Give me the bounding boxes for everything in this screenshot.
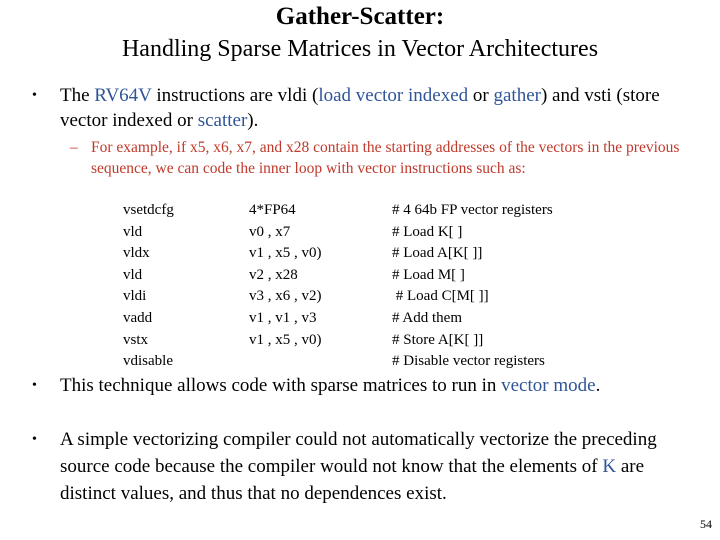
code-comment: # Load C[M[ ]] <box>392 288 489 305</box>
code-args: v0 , x7 <box>249 223 291 240</box>
code-op: vldi <box>123 288 147 305</box>
k-term: K <box>602 456 617 477</box>
load-vector-indexed-term: load vector indexed <box>318 85 469 106</box>
code-op: vld <box>123 223 143 240</box>
sub-bullet-marker: – <box>70 139 78 156</box>
code-op: vld <box>123 266 143 283</box>
code-opcodes-column <box>123 200 174 373</box>
bullet-sparse-technique <box>32 373 692 399</box>
bullet-text: The RV64V instructions are vldi (load vector indexed or gather) and vsti (store vector indexed or scatter). <box>60 85 660 131</box>
code-args-column <box>249 200 322 373</box>
rv64v-term: RV64V <box>94 85 152 106</box>
code-op: vadd <box>123 309 153 326</box>
bullet-text: A simple vectorizing compiler could not automatically vectorize the preceding source code because the compiler would not know that the elements of K are distinct values, and thus that no dependences exist. <box>60 429 657 504</box>
page-number: 54 <box>700 517 712 531</box>
scatter-term: scatter <box>197 110 248 131</box>
code-args: 4*FP64 <box>249 202 296 218</box>
code-comment: # Load M[ ] <box>392 266 465 283</box>
code-op: vdisable <box>123 353 173 370</box>
code-args <box>249 351 322 373</box>
sub-bullet-example <box>70 137 690 179</box>
code-args: v1 , x5 , v0) <box>249 245 322 262</box>
code-args: v1 , x5 , v0) <box>249 331 322 348</box>
sub-bullet-text: For example, if x5, x6, x7, and x28 contain the starting addresses of the vectors in the previous sequence, we can code the inner loop with vector instructions such as: <box>91 139 680 177</box>
code-args: v1 , v1 , v3 <box>249 309 317 326</box>
code-op: vstx <box>123 331 149 348</box>
code-comments-column <box>392 200 553 373</box>
code-op: vsetdcfg <box>123 202 174 218</box>
gather-term: gather <box>493 85 541 106</box>
bullet-marker: • <box>32 378 37 393</box>
slide-title: Gather-Scatter: <box>275 3 445 30</box>
slide-subtitle: Handling Sparse Matrices in Vector Architectures <box>121 36 599 62</box>
bullet-marker: • <box>32 432 37 447</box>
bullet-rv64v-instructions <box>32 83 692 133</box>
code-comment: # Disable vector registers <box>392 353 545 370</box>
code-args: v2 , x28 <box>249 266 298 283</box>
code-comment: # Load A[K[ ]] <box>392 245 483 262</box>
bullet-compiler-limitation <box>32 426 692 507</box>
code-op: vldx <box>123 245 150 262</box>
code-comment: # Store A[K[ ]] <box>392 331 484 348</box>
code-comment: # 4 64b FP vector registers <box>392 202 553 218</box>
code-comment: # Add them <box>392 309 462 326</box>
vector-mode-term: vector mode <box>501 375 596 396</box>
code-args: v3 , x6 , v2) <box>249 288 322 305</box>
bullet-text: This technique allows code with sparse matrices to run in vector mode. <box>60 375 601 396</box>
bullet-marker: • <box>32 88 37 103</box>
code-comment: # Load K[ ] <box>392 223 463 240</box>
